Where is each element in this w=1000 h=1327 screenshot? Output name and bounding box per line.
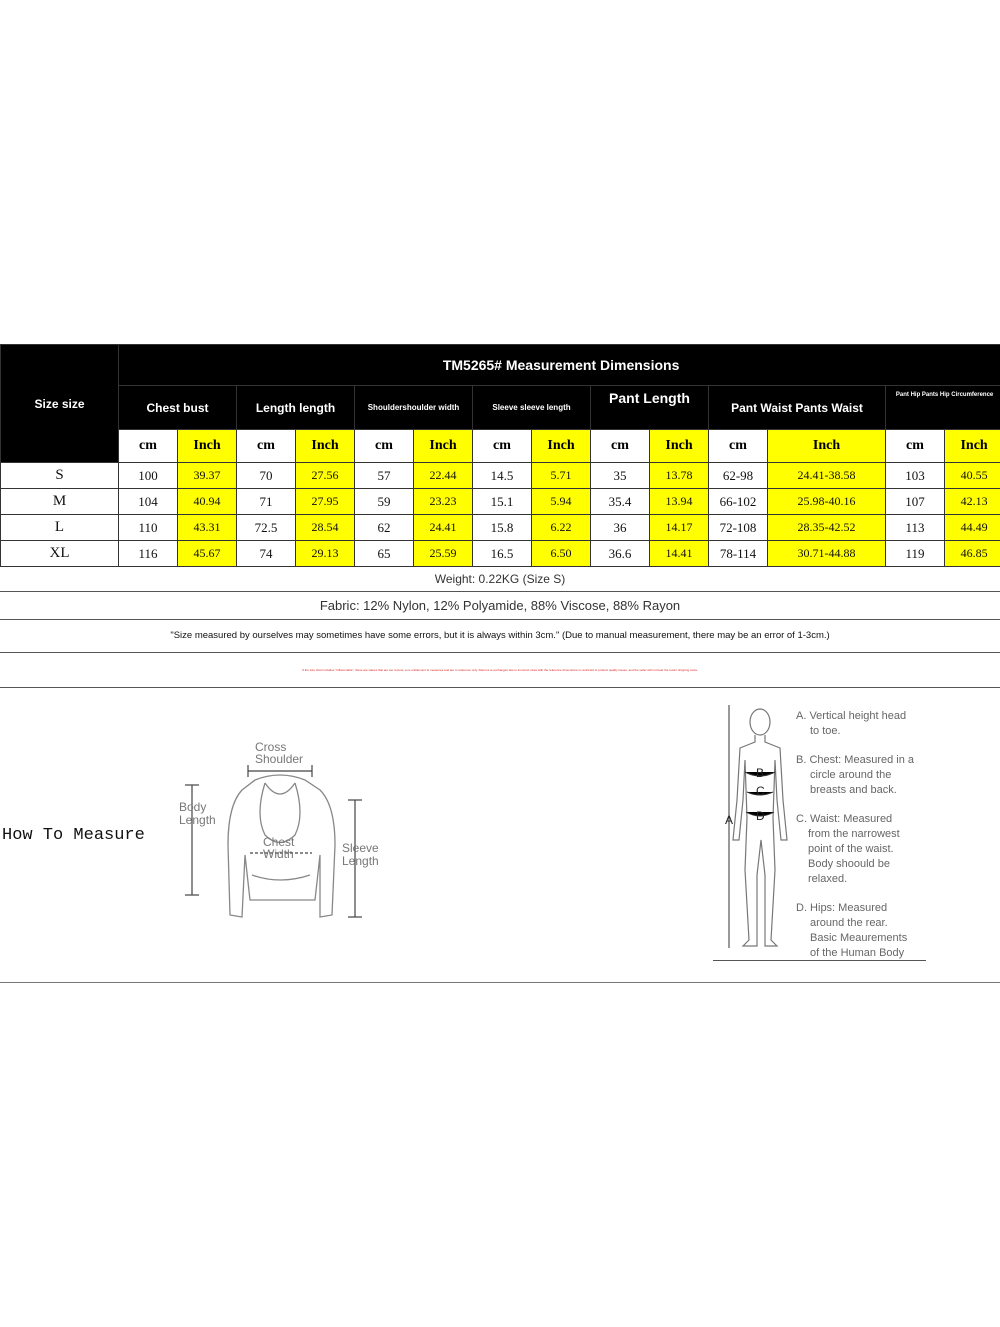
cm-value-cell: 113 (886, 515, 945, 541)
cm-value-cell: 116 (119, 541, 178, 567)
inch-value-cell: 29.13 (296, 541, 355, 567)
cm-value-cell: 70 (237, 463, 296, 489)
label-sleeve: Sleeve (342, 841, 379, 855)
inch-value-cell: 44.49 (945, 515, 1000, 541)
size-cell: S (1, 463, 119, 489)
unit-inch-1: Inch (296, 430, 355, 463)
hem-line (252, 875, 310, 880)
inch-value-cell: 23.23 (414, 489, 473, 515)
cm-value-cell: 15.8 (473, 515, 532, 541)
cm-value-cell: 71 (237, 489, 296, 515)
measure-note-line: A. Vertical height head (796, 710, 907, 722)
measure-note-2 (796, 812, 900, 887)
letter-b: B (756, 766, 765, 780)
unit-cm-2: cm (355, 430, 414, 463)
unit-inch-6: Inch (945, 430, 1000, 463)
inch-value-cell: 14.17 (650, 515, 709, 541)
cm-value-cell: 36.6 (591, 541, 650, 567)
fabric-note: Fabric: 12% Nylon, 12% Polyamide, 88% Viscose, 88% Rayon (0, 592, 1000, 620)
table-row (1, 515, 1000, 541)
cm-value-cell: 119 (886, 541, 945, 567)
cm-value-cell: 36 (591, 515, 650, 541)
how-to-measure-title: How To Measure (2, 826, 145, 845)
inch-value-cell: 27.95 (296, 489, 355, 515)
cm-value-cell: 16.5 (473, 541, 532, 567)
size-cell: XL (1, 541, 119, 567)
inch-value-cell: 39.37 (178, 463, 237, 489)
group-pant-hip: Pant Hip Pants Hip Circumference (886, 386, 1000, 430)
unit-header-row (1, 430, 1000, 463)
inch-value-cell: 6.22 (532, 515, 591, 541)
measure-note-line: around the rear. (810, 917, 888, 929)
inch-value-cell: 5.71 (532, 463, 591, 489)
unit-cm-0: cm (119, 430, 178, 463)
measure-note-line: to toe. (810, 725, 841, 737)
measure-note-line: relaxed. (808, 873, 848, 885)
cm-value-cell: 104 (119, 489, 178, 515)
inch-value-cell: 43.31 (178, 515, 237, 541)
size-cell: L (1, 515, 119, 541)
letter-c: C (756, 784, 765, 798)
head (750, 709, 770, 735)
cm-value-cell: 74 (237, 541, 296, 567)
red-note (0, 653, 1000, 688)
weight-note: Weight: 0.22KG (Size S) (0, 567, 1000, 592)
neckline (265, 783, 295, 794)
letter-a: A (725, 813, 734, 827)
red-note-text: If the size chart includes "inflammable", these are values that are too remote, a re-entitlement to measures and are in reference only. Returns to exchanges due to incorrect sizes with the reference dimensions is restricted to product quality issues, and the seller will not bear the return shipping costs. (302, 668, 698, 672)
measure-note-line: point of the waist. (808, 843, 894, 855)
inch-value-cell: 27.56 (296, 463, 355, 489)
unit-inch-4: Inch (650, 430, 709, 463)
unit-inch-5: Inch (768, 430, 886, 463)
measure-note-line: Basic Meaurements (810, 932, 908, 944)
group-length: Length length (237, 386, 355, 430)
cm-value-cell: 62 (355, 515, 414, 541)
inch-value-cell: 13.78 (650, 463, 709, 489)
size-cell: M (1, 489, 119, 515)
cm-value-cell: 72-108 (709, 515, 768, 541)
inch-value-cell: 24.41-38.58 (768, 463, 886, 489)
inch-value-cell: 25.98-40.16 (768, 489, 886, 515)
cm-value-cell: 59 (355, 489, 414, 515)
cm-value-cell: 62-98 (709, 463, 768, 489)
inch-value-cell: 24.41 (414, 515, 473, 541)
inch-value-cell: 6.50 (532, 541, 591, 567)
cm-value-cell: 72.5 (237, 515, 296, 541)
measure-note-line: circle around the (810, 769, 892, 781)
cm-value-cell: 66-102 (709, 489, 768, 515)
group-sleeve-length: Sleeve sleeve length (473, 386, 591, 430)
cm-value-cell: 14.5 (473, 463, 532, 489)
unit-cm-6: cm (886, 430, 945, 463)
hood-outline (260, 783, 300, 843)
label-cross: Cross (255, 740, 287, 754)
group-shoulder-width: Shouldershoulder width (355, 386, 473, 430)
table-body (1, 463, 1000, 567)
unit-inch-2: Inch (414, 430, 473, 463)
inch-value-cell: 42.13 (945, 489, 1000, 515)
unit-inch-3: Inch (532, 430, 591, 463)
label-length: Length (179, 813, 216, 827)
unit-cm-5: cm (709, 430, 768, 463)
table-title: TM5265# Measurement Dimensions (119, 345, 1000, 386)
table-row (1, 489, 1000, 515)
measure-note-3 (796, 901, 907, 961)
inch-value-cell: 5.94 (532, 489, 591, 515)
cm-value-cell: 35.4 (591, 489, 650, 515)
cm-value-cell: 100 (119, 463, 178, 489)
group-chest-bust: Chest bust (119, 386, 237, 430)
garment-illustration (170, 735, 400, 935)
inch-value-cell: 25.59 (414, 541, 473, 567)
label-sleeve-length: Length (342, 854, 379, 868)
body-figure (715, 700, 795, 955)
inch-value-cell: 40.55 (945, 463, 1000, 489)
unit-cm-3: cm (473, 430, 532, 463)
inch-value-cell: 45.67 (178, 541, 237, 567)
measure-note-line: of the Human Body (810, 947, 905, 959)
inch-value-cell: 46.85 (945, 541, 1000, 567)
unit-inch-0: Inch (178, 430, 237, 463)
disclaimer-note: "Size measured by ourselves may sometimes have some errors, but it is always within 3cm." (Due to manual measurement, there may be an error of 1-3cm.) (0, 620, 1000, 653)
group-pant-length: Pant Length (591, 386, 709, 430)
cm-value-cell: 110 (119, 515, 178, 541)
inch-value-cell: 14.41 (650, 541, 709, 567)
cm-value-cell: 35 (591, 463, 650, 489)
group-header-row (1, 386, 1000, 430)
inch-value-cell: 30.71-44.88 (768, 541, 886, 567)
table-row (1, 541, 1000, 567)
label-width: Width (263, 847, 294, 861)
label-chest: Chest (263, 835, 295, 849)
measure-note-line: B. Chest: Measured in a (796, 754, 915, 766)
measure-note-line: D. Hips: Measured (796, 902, 888, 914)
measure-note-line: breasts and back. (810, 784, 897, 796)
size-table (0, 344, 1000, 567)
cm-value-cell: 65 (355, 541, 414, 567)
bottom-divider (0, 982, 1000, 983)
inch-value-cell: 28.54 (296, 515, 355, 541)
measure-note-line: Body shoould be (808, 858, 890, 870)
inch-value-cell: 13.94 (650, 489, 709, 515)
group-pant-waist: Pant Waist Pants Waist (709, 386, 886, 430)
cm-value-cell: 15.1 (473, 489, 532, 515)
letter-d: D (756, 809, 765, 823)
unit-cm-1: cm (237, 430, 296, 463)
inch-value-cell: 40.94 (178, 489, 237, 515)
cm-value-cell: 107 (886, 489, 945, 515)
table-row (1, 463, 1000, 489)
inch-value-cell: 22.44 (414, 463, 473, 489)
measure-note-1 (796, 753, 914, 798)
measure-note-0 (796, 709, 906, 739)
label-body: Body (179, 800, 207, 814)
cm-value-cell: 78-114 (709, 541, 768, 567)
size-header: Size size (1, 345, 119, 463)
cm-value-cell: 57 (355, 463, 414, 489)
label-shoulder: Shoulder (255, 752, 304, 766)
cm-value-cell: 103 (886, 463, 945, 489)
measure-note-line: C. Waist: Measured (796, 813, 893, 825)
measure-note-line: from the narrowest (808, 828, 900, 840)
unit-cm-4: cm (591, 430, 650, 463)
inch-value-cell: 28.35-42.52 (768, 515, 886, 541)
